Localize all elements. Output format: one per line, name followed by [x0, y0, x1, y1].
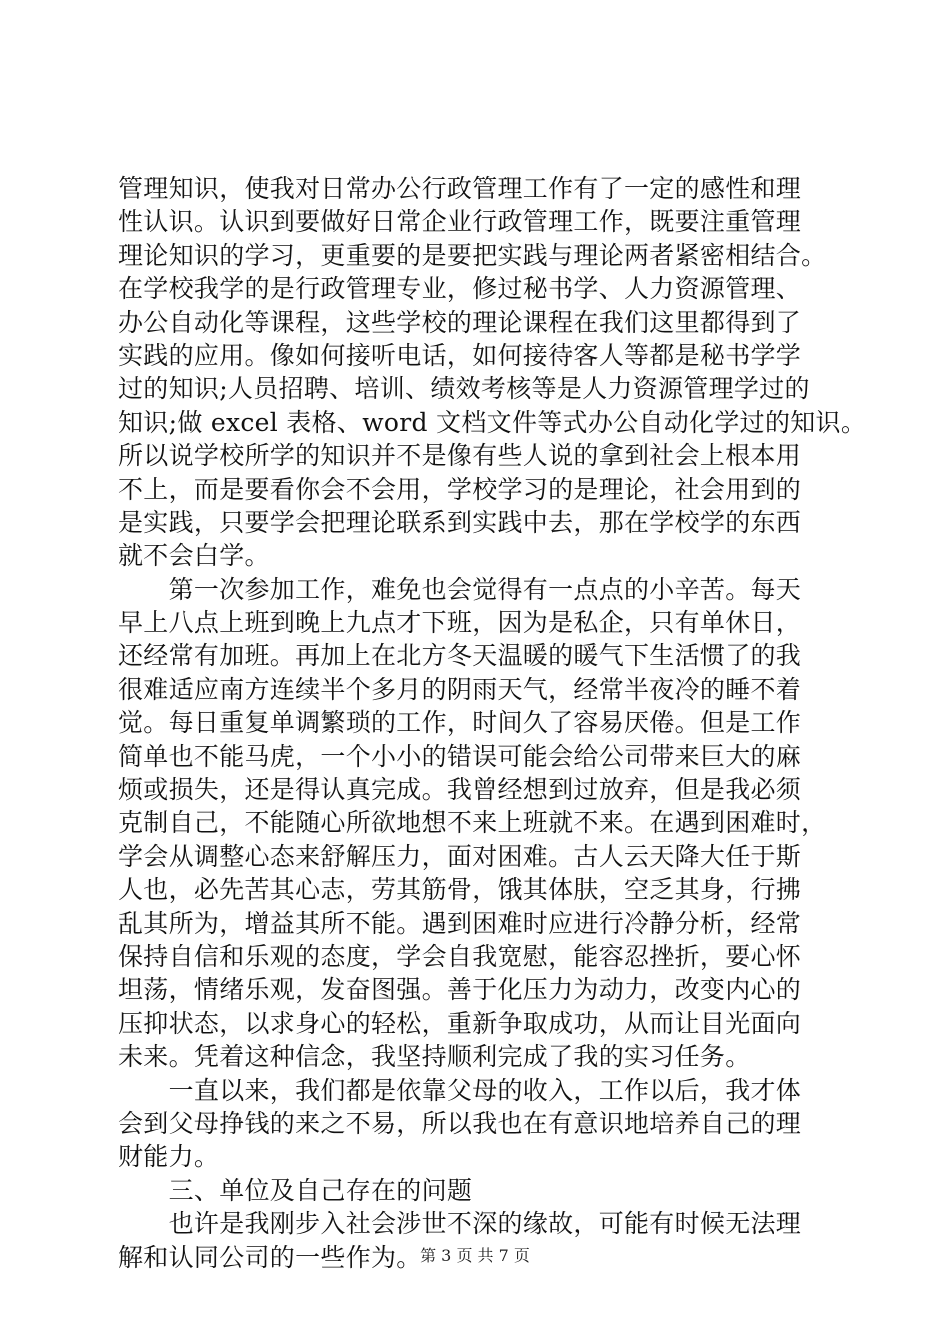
text-line: 还经常有加班。再加上在北方冬天温暖的暖气下生活惯了的我: [118, 641, 802, 671]
text-line: 一直以来，我们都是依靠父母的收入，工作以后，我才体: [118, 1075, 802, 1105]
text-line: 坦荡，情绪乐观，发奋图强。善于化压力为动力，改变内心的: [118, 975, 802, 1005]
text-line: 第一次参加工作，难免也会觉得有一点点的小辛苦。每天: [118, 574, 802, 604]
text-line: 人也，必先苦其心志，劳其筋骨，饿其体肤，空乏其身，行拂: [118, 875, 802, 905]
text-line: 过的知识;人员招聘、培训、绩效考核等是人力资源管理学过的: [118, 374, 810, 404]
text-line: 简单也不能马虎，一个小小的错误可能会给公司带来巨大的麻: [118, 741, 802, 771]
document-body: [118, 172, 867, 1274]
text-line: 压抑状态，以求身心的轻松，重新争取成功，从而让目光面向: [118, 1008, 802, 1038]
text-line: 解和认同公司的一些作为。: [118, 1242, 422, 1272]
text-line: 不上，而是要看你会不会用，学校学习的是理论，社会用到的: [118, 474, 802, 504]
text-line: 管理知识，使我对日常办公行政管理工作有了一定的感性和理: [118, 174, 802, 203]
text-line: 办公自动化等课程，这些学校的理论课程在我们这里都得到了: [118, 307, 802, 337]
text-line: 是实践，只要学会把理论联系到实践中去，那在学校学的东西: [118, 507, 802, 537]
text-line: 烦或损失，还是得认真完成。我曾经想到过放弃，但是我必须: [118, 775, 802, 805]
text-line: 学会从调整心态来舒解压力，面对困难。古人云天降大任于斯: [118, 841, 802, 871]
text-line: 会到父母挣钱的来之不易，所以我也在有意识地培养自己的理: [118, 1108, 802, 1138]
text-line: 性认识。认识到要做好日常企业行政管理工作，既要注重管理: [118, 207, 802, 237]
text-line: 就不会白学。: [118, 541, 270, 571]
text-line: 乱其所为，增益其所不能。遇到困难时应进行冷静分析，经常: [118, 908, 802, 938]
text-line: 在学校我学的是行政管理专业，修过秘书学、人力资源管理、: [118, 274, 802, 304]
text-line: 理论知识的学习，更重要的是要把实践与理论两者紧密相结合。: [118, 240, 827, 270]
text-line: 财能力。: [118, 1142, 220, 1172]
text-line: 很难适应南方连续半个多月的阴雨天气，经常半夜冷的睡不着: [118, 674, 802, 704]
text-line: 克制自己，不能随心所欲地想不来上班就不来。在遇到困难时，: [118, 808, 827, 838]
text-line: 知识;做 excel 表格、word 文档文件等式办公自动化学过的知识。: [118, 407, 867, 437]
text-line: 保持自信和乐观的态度，学会自我宽慰，能容忍挫折，要心怀: [118, 941, 802, 971]
text-line: 也许是我刚步入社会涉世不深的缘故，可能有时候无法理: [118, 1209, 802, 1239]
page-number-footer: 第 3 页 共 7 页: [420, 1246, 530, 1265]
text-line: 觉。每日重复单调繁琐的工作，时间久了容易厌倦。但是工作: [118, 708, 802, 738]
text-line: 早上八点上班到晚上九点才下班，因为是私企，只有单休日，: [118, 608, 802, 638]
text-line: 未来。凭着这种信念，我坚持顺利完成了我的实习任务。: [118, 1042, 751, 1072]
text-line: 所以说学校所学的知识并不是像有些人说的拿到社会上根本用: [118, 441, 802, 471]
section-heading: 三、单位及自己存在的问题: [118, 1175, 473, 1205]
text-line: 实践的应用。像如何接听电话，如何接待客人等都是秘书学学: [118, 340, 802, 370]
